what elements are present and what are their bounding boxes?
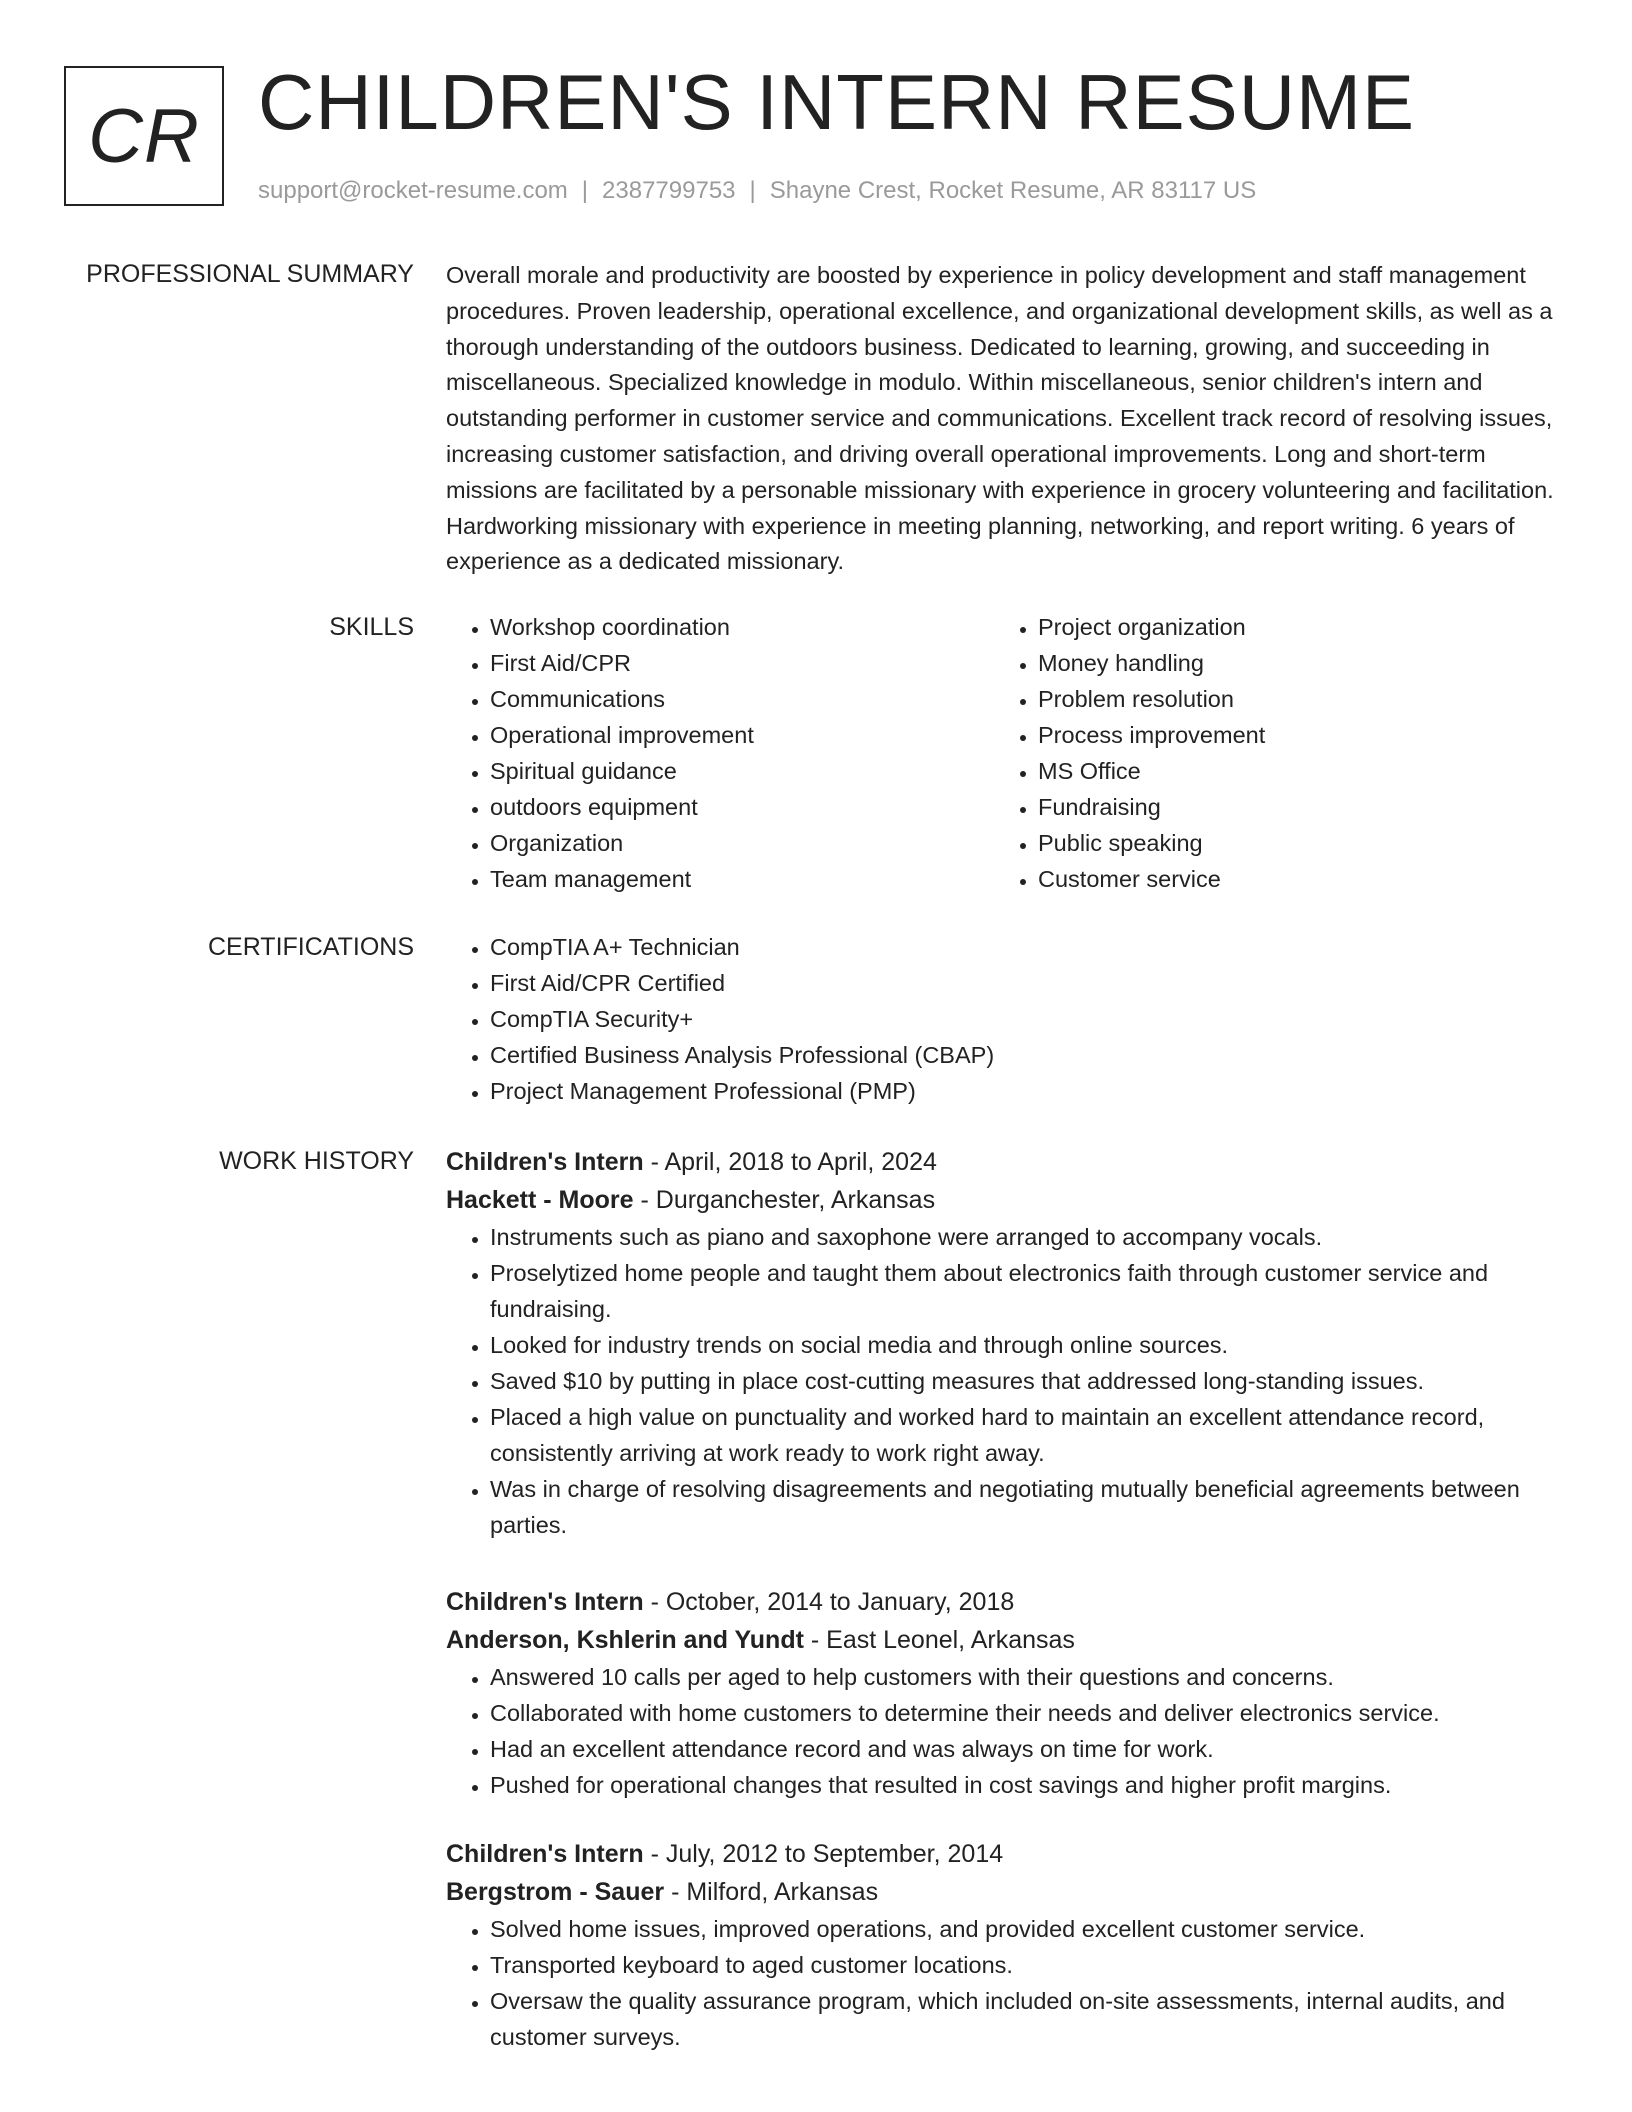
job-duty: • Placed a high value on punctuality and worked hard to maintain an excellent attendance record, consistently arriving at work ready to work right away.	[490, 1399, 1562, 1471]
job-duty: • Pushed for operational changes that resulted in cost savings and higher profit margins.	[490, 1767, 1562, 1803]
job-title-line	[446, 1583, 1562, 1621]
skill-item: • Operational improvement	[490, 717, 1030, 753]
contact-email[interactable]: support@rocket-resume.com	[258, 177, 568, 204]
job-duty: • Oversaw the quality assurance program, which included on-site assessments, internal audits, and customer surveys.	[490, 1983, 1562, 2055]
skill-item: • Project organization	[1038, 609, 1578, 645]
certifications-list	[446, 929, 1562, 1109]
skill-item: • Problem resolution	[1038, 681, 1578, 717]
job-location: - East Leonel, Arkansas	[803, 1626, 1075, 1654]
skill-item: • Organization	[490, 825, 1030, 861]
job-dates: - July, 2012 to September, 2014	[643, 1840, 1004, 1868]
skill-item: • Money handling	[1038, 645, 1578, 681]
skill-item: • Workshop coordination	[490, 609, 1030, 645]
job-duty: • Transported keyboard to aged customer locations.	[490, 1947, 1562, 1983]
certification-item: • Project Management Professional (PMP)	[490, 1073, 1562, 1109]
job-duty: • Instruments such as piano and saxophone were arranged to accompany vocals.	[490, 1219, 1562, 1255]
certification-item: • Certified Business Analysis Professional (CBAP)	[490, 1037, 1562, 1073]
job-dates: - October, 2014 to January, 2018	[643, 1588, 1015, 1616]
skill-item: • First Aid/CPR	[490, 645, 1030, 681]
job-duties-list	[446, 1911, 1562, 2055]
skill-item: • Customer service	[1038, 861, 1578, 897]
contact-separator: |	[749, 177, 756, 204]
job-duty: • Was in charge of resolving disagreements and negotiating mutually beneficial agreements between parties.	[490, 1471, 1562, 1543]
job-company-line	[446, 1621, 1562, 1659]
job-duty: • Proselytized home people and taught them about electronics faith through customer service and fundraising.	[490, 1255, 1562, 1327]
skills-list-right	[994, 609, 1578, 897]
job-duty: • Solved home issues, improved operations, and provided excellent customer service.	[490, 1911, 1562, 1947]
work-history-heading: WORK HISTORY	[219, 1147, 414, 1175]
contact-address: Shayne Crest, Rocket Resume, AR 83117 US	[769, 177, 1257, 204]
job-location: - Milford, Arkansas	[664, 1878, 879, 1906]
job-company: Hackett - Moore	[446, 1186, 634, 1214]
job-location: - Durganchester, Arkansas	[633, 1186, 936, 1214]
job-title-line	[446, 1143, 1562, 1181]
skill-item: • MS Office	[1038, 753, 1578, 789]
job-duty: • Answered 10 calls per aged to help customers with their questions and concerns.	[490, 1659, 1562, 1695]
contact-phone[interactable]: 2387799753	[602, 177, 736, 204]
certifications-heading: CERTIFICATIONS	[207, 933, 414, 961]
job-title-line	[446, 1835, 1562, 1873]
job-duty: • Looked for industry trends on social media and through online sources.	[490, 1327, 1562, 1363]
skill-item: • outdoors equipment	[490, 789, 1030, 825]
job-entry	[446, 1143, 1562, 1543]
monogram-initials: CR	[88, 93, 200, 179]
skills-list-left	[446, 609, 1030, 897]
job-dates: - April, 2018 to April, 2024	[643, 1148, 937, 1176]
monogram-badge	[64, 66, 224, 206]
job-duties-list	[446, 1219, 1562, 1543]
job-duty: • Had an excellent attendance record and was always on time for work.	[490, 1731, 1562, 1767]
certification-item: • First Aid/CPR Certified	[490, 965, 1562, 1001]
job-company-line	[446, 1873, 1562, 1911]
skill-item: • Process improvement	[1038, 717, 1578, 753]
job-company: Bergstrom - Sauer	[446, 1878, 665, 1906]
contact-line	[258, 173, 1256, 209]
skill-item: • Public speaking	[1038, 825, 1578, 861]
certification-item: • CompTIA Security+	[490, 1001, 1562, 1037]
job-title: Children's Intern	[446, 1588, 644, 1616]
summary-text: Overall morale and productivity are boosted by experience in policy development and staff management procedures. Proven leadership, operational excellence, and organizational development skills, as well as a thorough understanding of the outdoors business. Dedicated to learning, growing, and succeeding in miscellaneous. Specialized knowledge in modulo. Within miscellaneous, senior children's intern and outstanding performer in customer service and communications. Excellent track record of resolving issues, increasing customer satisfaction, and driving overall operational improvements. Long and short-term missions are facilitated by a personable missionary with experience in grocery volunteering and facilitation. Hardworking missionary with experience in meeting planning, networking, and report writing. 6 years of experience as a dedicated missionary.	[446, 262, 1554, 575]
job-entry	[446, 1583, 1562, 1803]
job-duty: • Collaborated with home customers to determine their needs and deliver electronics service.	[490, 1695, 1562, 1731]
skills-heading: SKILLS	[329, 613, 414, 641]
job-entry	[446, 1835, 1562, 2055]
resume-title: CHILDREN'S INTERN RESUME	[258, 58, 1416, 146]
job-title: Children's Intern	[446, 1148, 644, 1176]
contact-separator: |	[581, 177, 589, 204]
job-duty: • Saved $10 by putting in place cost-cutting measures that addressed long-standing issues.	[490, 1363, 1562, 1399]
summary-heading: PROFESSIONAL SUMMARY	[86, 260, 414, 288]
skill-item: • Communications	[490, 681, 1030, 717]
skill-item: • Fundraising	[1038, 789, 1578, 825]
skill-item: • Spiritual guidance	[490, 753, 1030, 789]
job-company: Anderson, Kshlerin and Yundt	[446, 1626, 804, 1654]
skill-item: • Team management	[490, 861, 1030, 897]
certification-item: • CompTIA A+ Technician	[490, 929, 1562, 965]
job-duties-list	[446, 1659, 1562, 1803]
job-company-line	[446, 1181, 1562, 1219]
job-title: Children's Intern	[446, 1840, 644, 1868]
